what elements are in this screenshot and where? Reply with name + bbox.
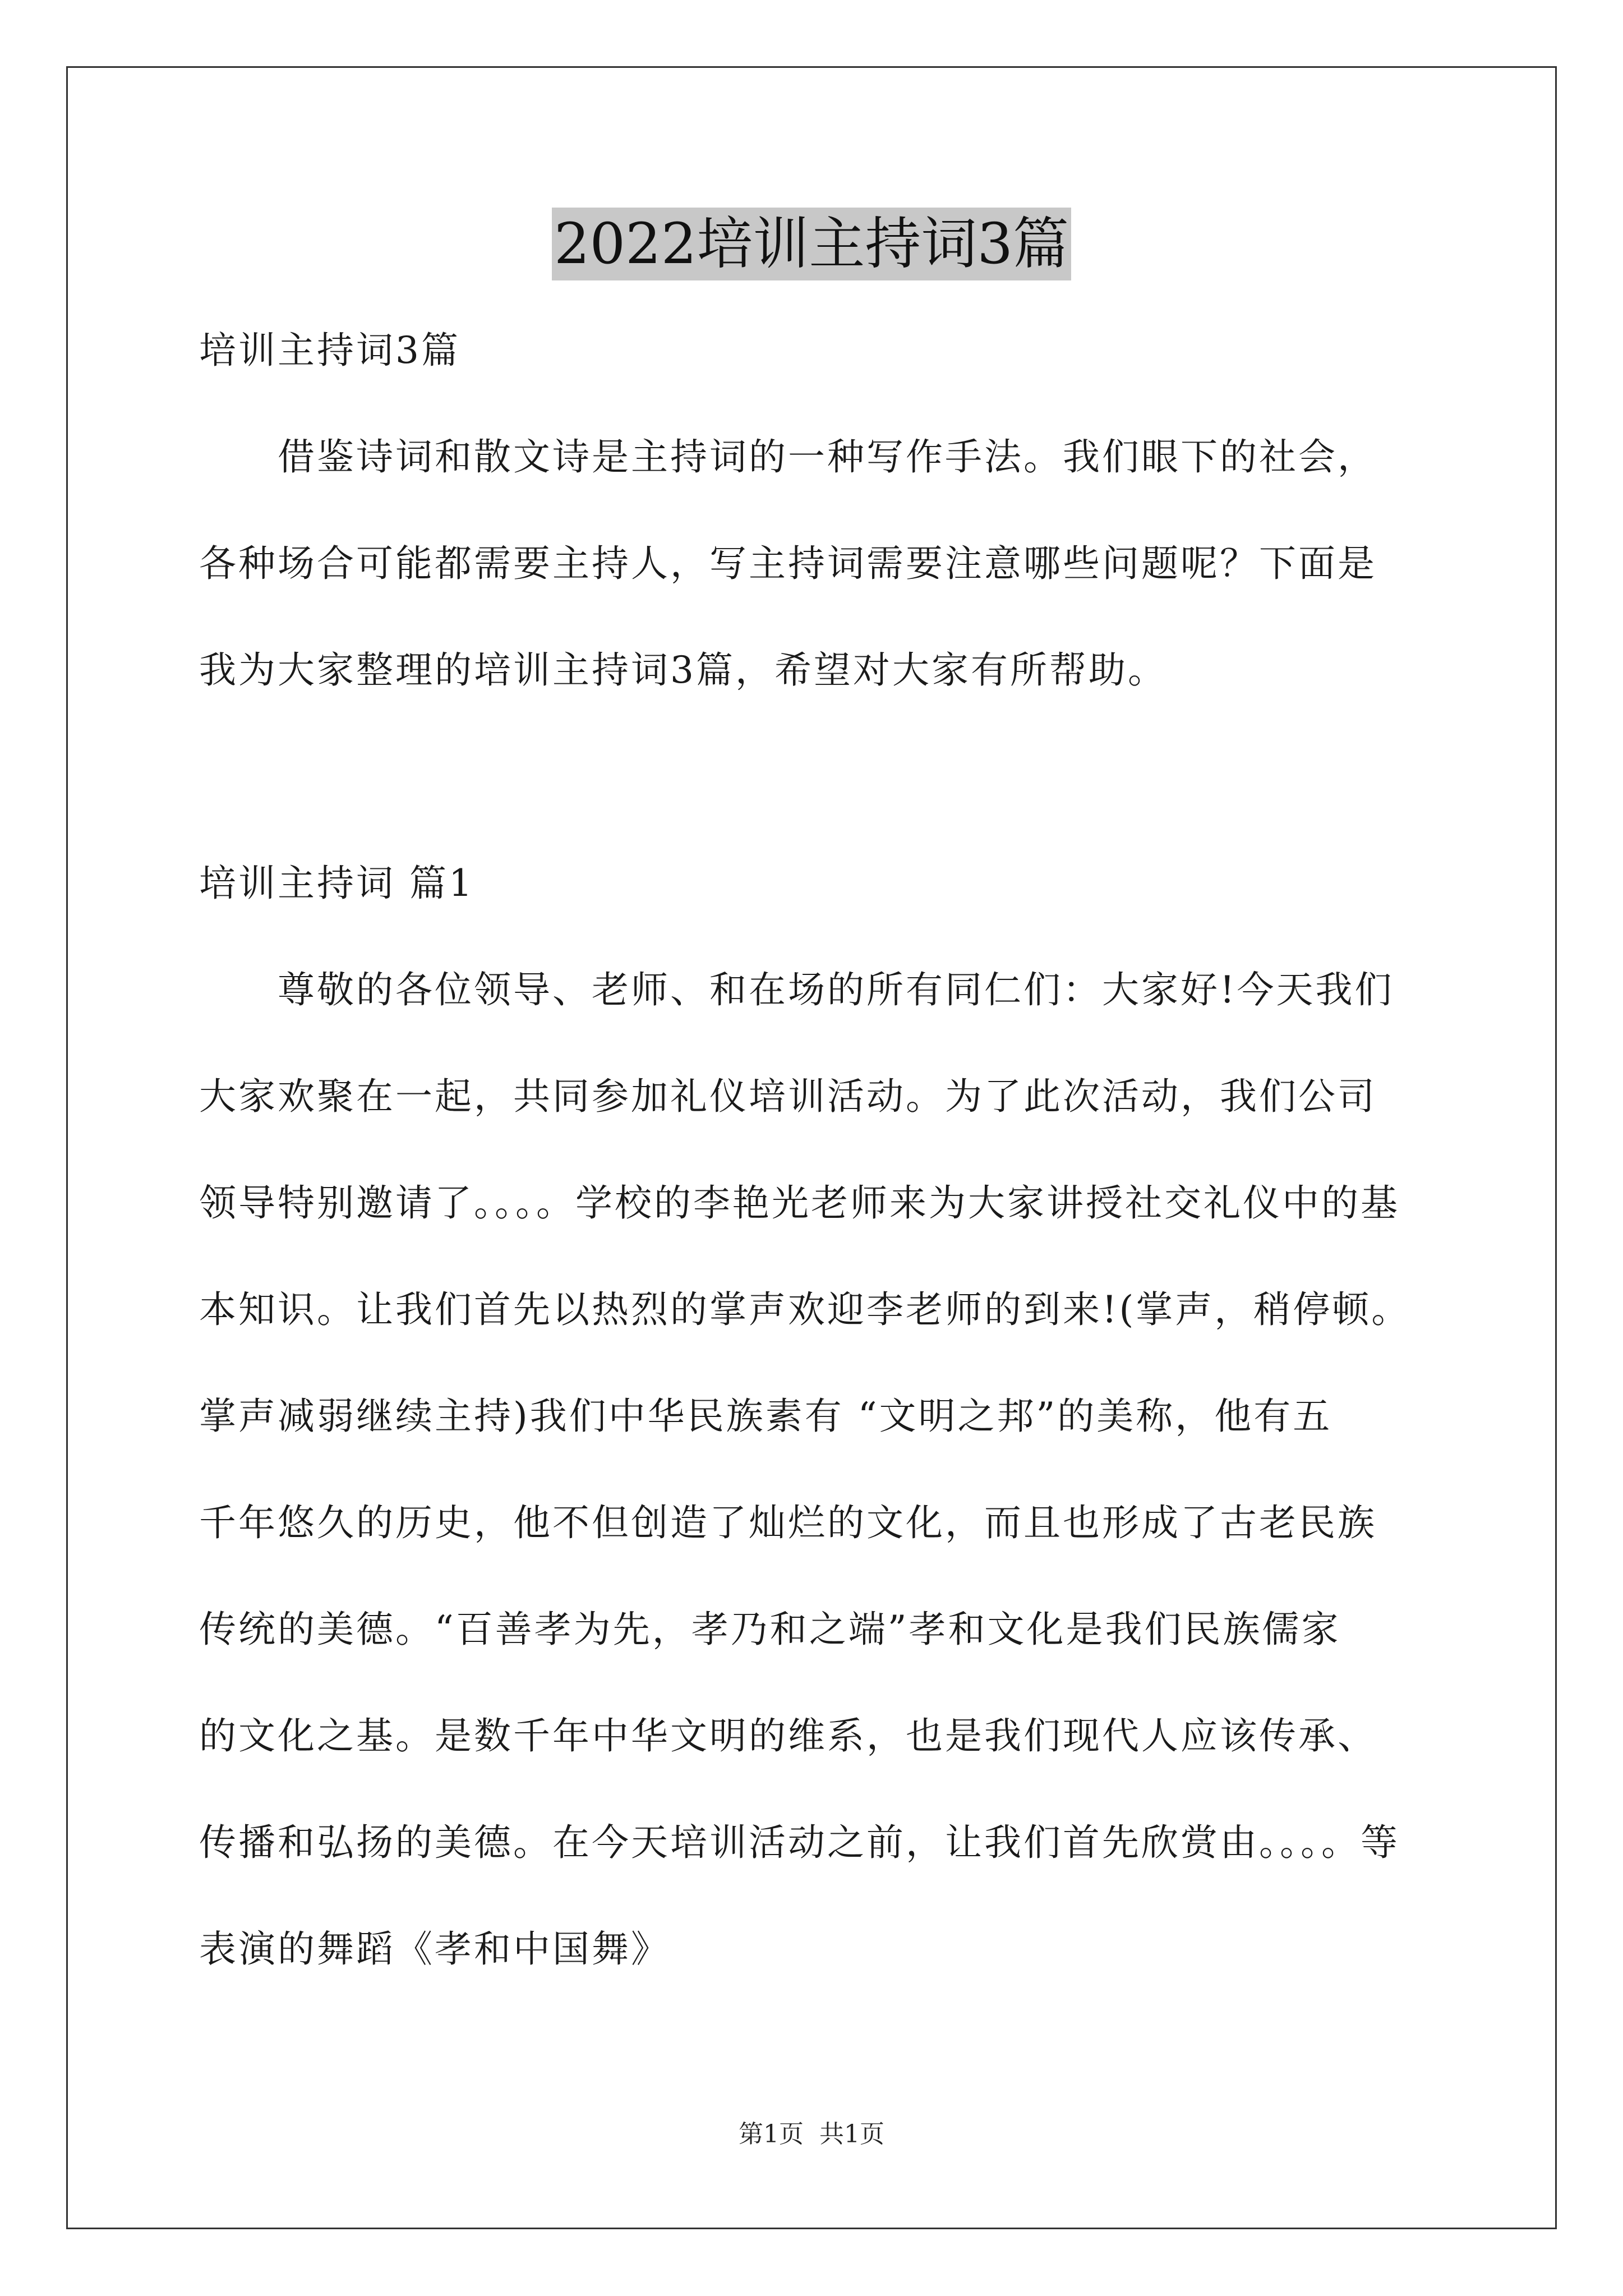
- page-footer: [0, 2118, 1623, 2151]
- text-line: 领导特别邀请了。。。。学校的李艳光老师来为大家讲授社交礼仪中的基: [199, 1181, 1400, 1225]
- text-line: 尊敬的各位领导、老师、和在场的所有同仁们：大家好!今天我们: [199, 968, 1394, 1011]
- text-line: 千年悠久的历史，他不但创造了灿烂的文化，而且也形成了古老民族: [199, 1501, 1377, 1544]
- title-container: [0, 208, 1623, 280]
- text-line: 大家欢聚在一起，共同参加礼仪培训活动。为了此次活动，我们公司: [199, 1075, 1377, 1118]
- text-line: 本知识。让我们首先以热烈的掌声欢迎李老师的到来!(掌声，稍停顿。: [199, 1288, 1411, 1331]
- text-line: 掌声减弱继续主持)我们中华民族素有 “文明之邦”的美称，他有五: [199, 1395, 1332, 1438]
- text-line: 各种场合可能都需要主持人，写主持词需要注意哪些问题呢？下面是: [199, 542, 1377, 585]
- page-total: 共1页: [819, 2120, 884, 2148]
- text-line: 传统的美德。“百善孝为先，孝乃和之端”孝和文化是我们民族儒家: [199, 1608, 1341, 1651]
- text-line: 的文化之基。是数千年中华文明的维系，也是我们现代人应该传承、: [199, 1714, 1377, 1757]
- document-title: 2022培训主持词3篇: [552, 208, 1071, 280]
- blank-line: [199, 740, 1433, 847]
- section-heading: 培训主持词 篇1: [199, 862, 474, 905]
- page-number: 第1页: [739, 2120, 804, 2148]
- text-line: 表演的舞蹈《孝和中国舞》: [199, 1927, 670, 1971]
- text-line: 借鉴诗词和散文诗是主持词的一种写作手法。我们眼下的社会，: [199, 435, 1377, 478]
- text-line: 我为大家整理的培训主持词3篇，希望对大家有所帮助。: [199, 648, 1167, 692]
- heading-line: 培训主持词3篇: [199, 329, 460, 372]
- document-body: [199, 314, 1433, 2019]
- text-line: 传播和弘扬的美德。在今天培训活动之前，让我们首先欣赏由。。。。等: [199, 1821, 1400, 1864]
